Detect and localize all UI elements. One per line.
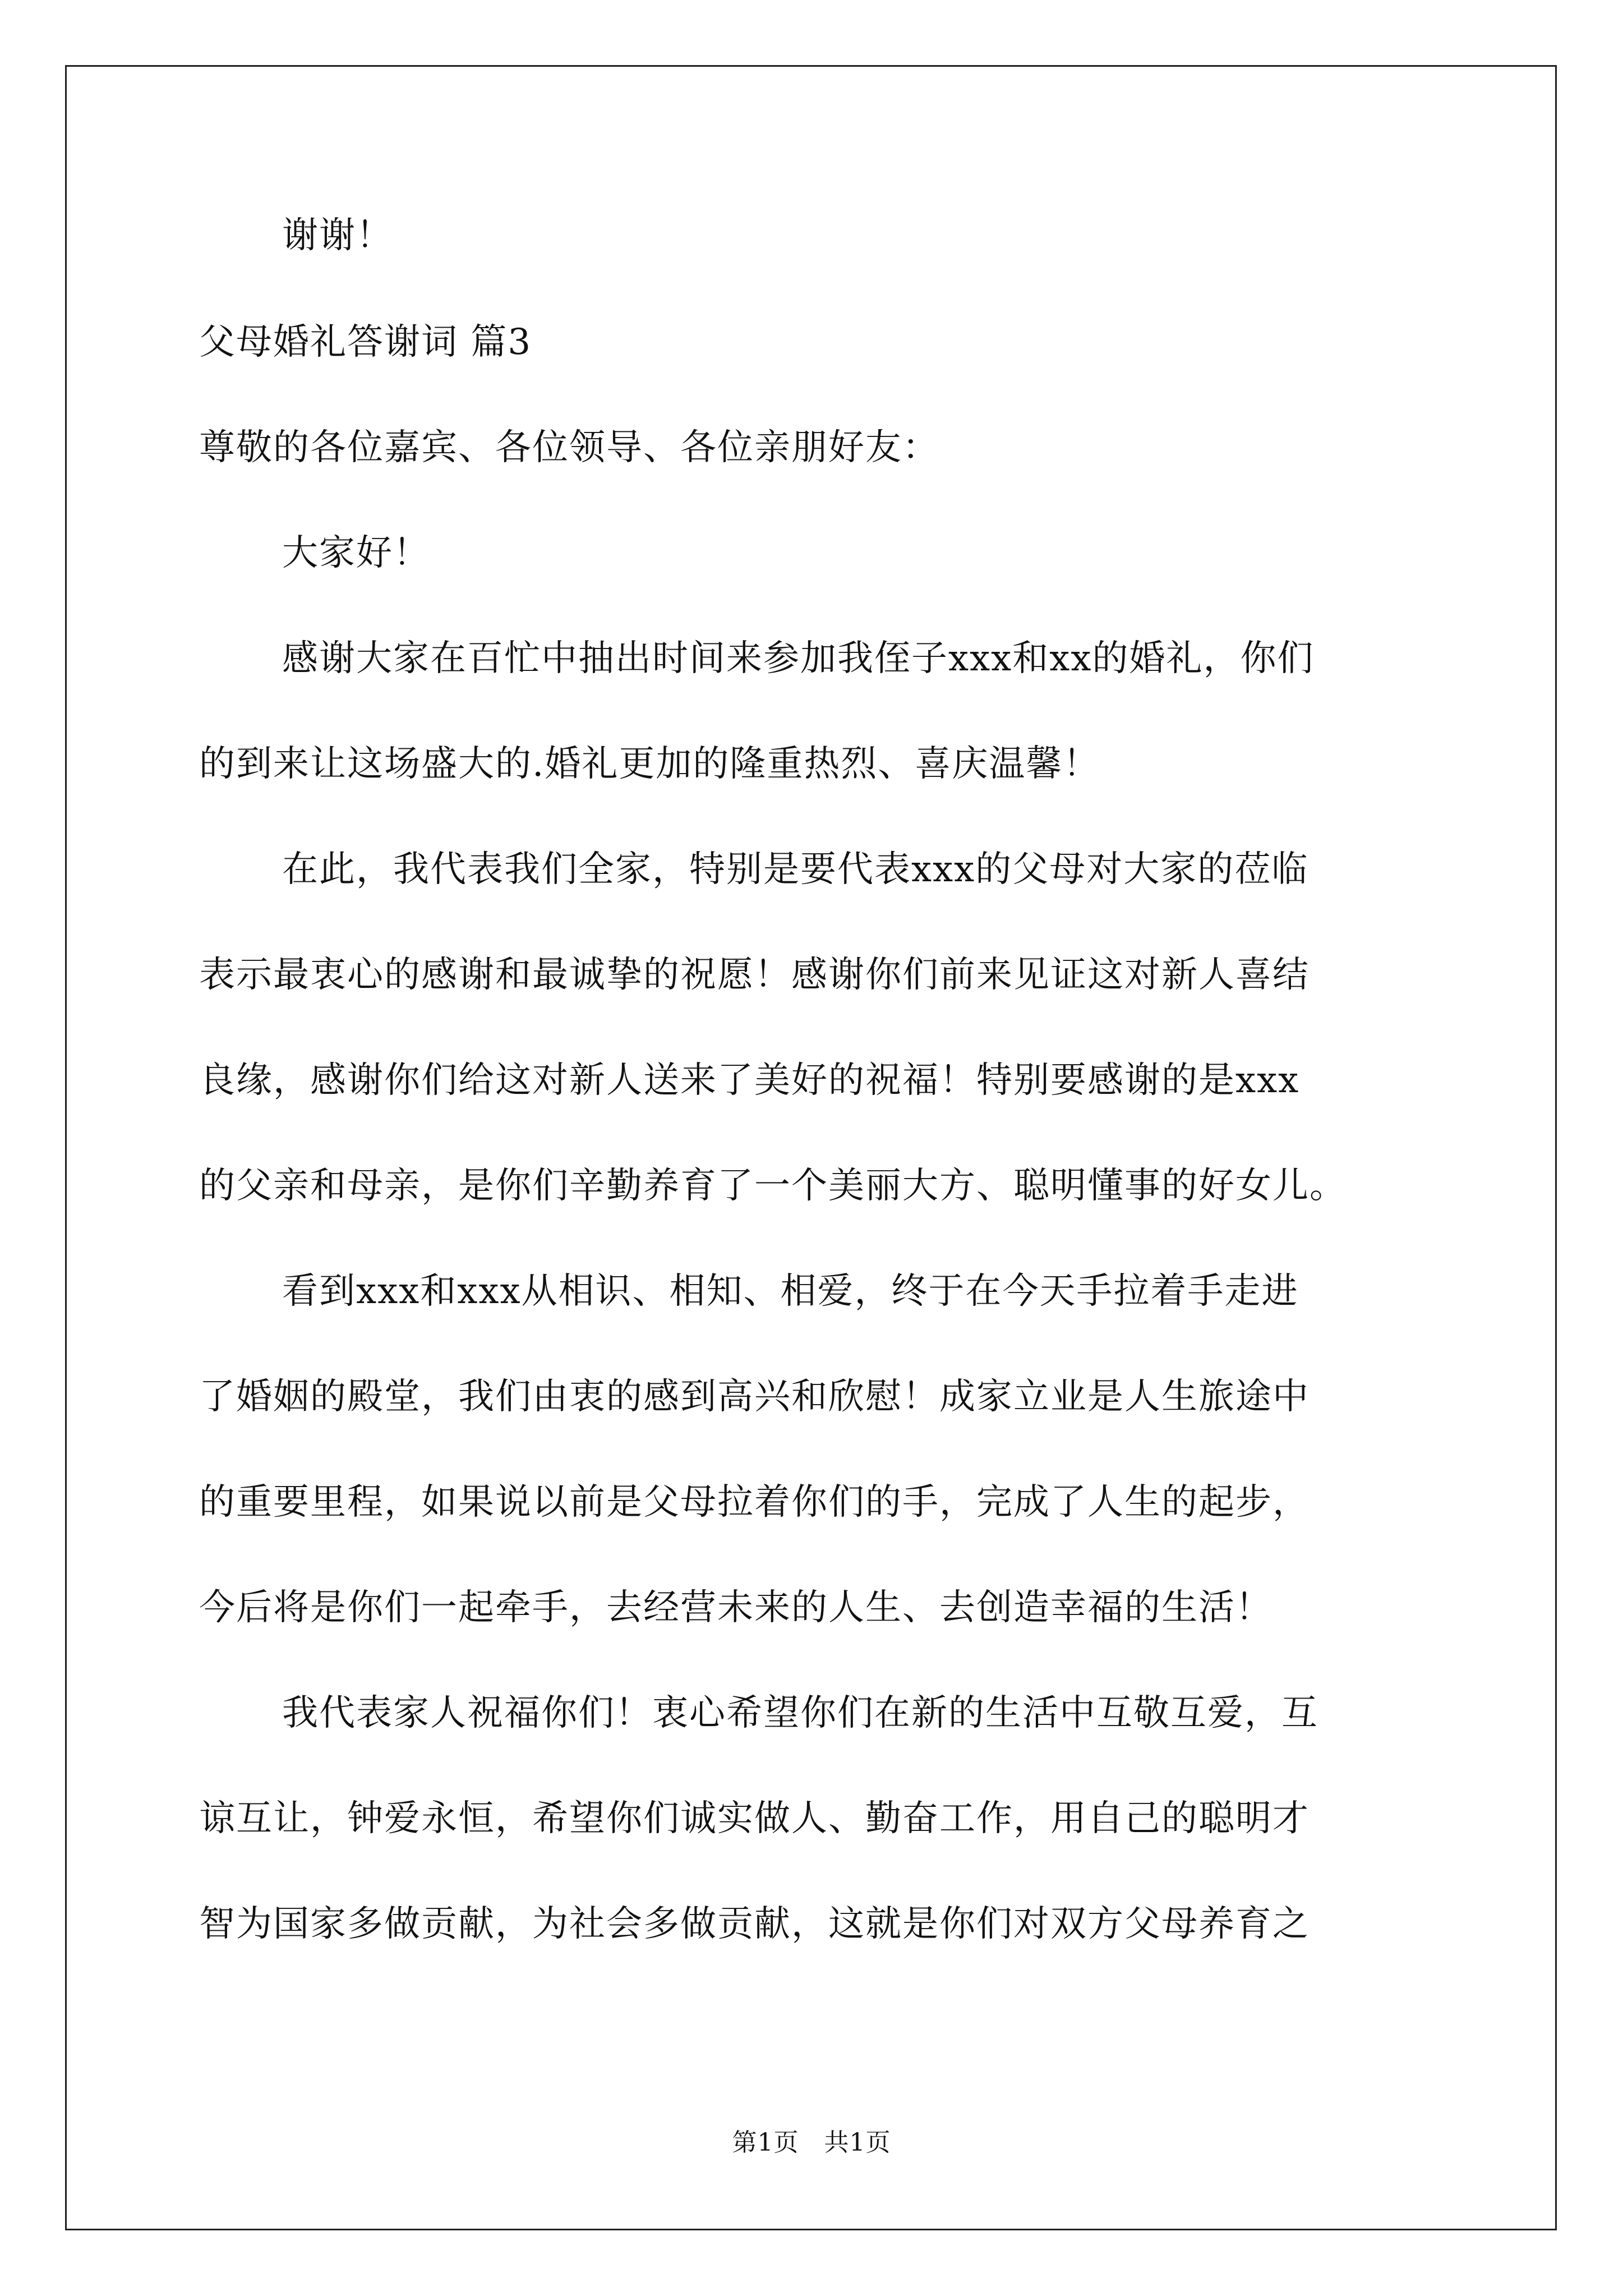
paragraph-line: 我代表家人祝福你们！衷心希望你们在新的生活中互敬互爱，互: [282, 1692, 1318, 1734]
paragraph-line: 看到xxx和xxx从相识、相知、相爱，终于在今天手拉着手走进: [282, 1271, 1299, 1312]
paragraph-line: 感谢大家在百忙中抽出时间来参加我侄子xxx和xx的婚礼，你们: [282, 638, 1315, 679]
paragraph-line: 智为国家多做贡献，为社会多做贡献，这就是你们对双方父母养育之: [199, 1903, 1310, 1945]
paragraph-line: 良缘，感谢你们给这对新人送来了美好的祝福！特别要感谢的是xxx: [199, 1060, 1300, 1101]
paragraph-line: 表示最衷心的感谢和最诚挚的祝愿！感谢你们前来见证这对新人喜结: [199, 954, 1310, 996]
paragraph-line: 的到来让这场盛大的.婚礼更加的隆重热烈、喜庆温馨！: [199, 743, 1100, 785]
paragraph-line: 的重要里程，如果说以前是父母拉着你们的手，完成了人生的起步，: [199, 1481, 1310, 1523]
paragraph-line: 今后将是你们一起牵手，去经营未来的人生、去创造幸福的生活！: [199, 1587, 1272, 1628]
closing-thanks: 谢谢！: [282, 215, 393, 256]
paragraph-line: 在此，我代表我们全家，特别是要代表xxx的父母对大家的莅临: [282, 849, 1309, 890]
salutation: 尊敬的各位嘉宾、各位领导、各位亲朋好友：: [199, 427, 939, 468]
section-heading: 父母婚礼答谢词 篇3: [199, 321, 532, 363]
paragraph-line: 的父亲和母亲，是你们辛勤养育了一个美丽大方、聪明懂事的好女儿。: [199, 1165, 1347, 1207]
page-number-footer: 第1页 共1页: [732, 2128, 891, 2157]
greeting: 大家好！: [282, 532, 430, 574]
paragraph-line: 了婚姻的殿堂，我们由衷的感到高兴和欣慰！成家立业是人生旅途中: [199, 1376, 1310, 1418]
paragraph-line: 谅互让，钟爱永恒，希望你们诚实做人、勤奋工作，用自己的聪明才: [199, 1798, 1310, 1839]
